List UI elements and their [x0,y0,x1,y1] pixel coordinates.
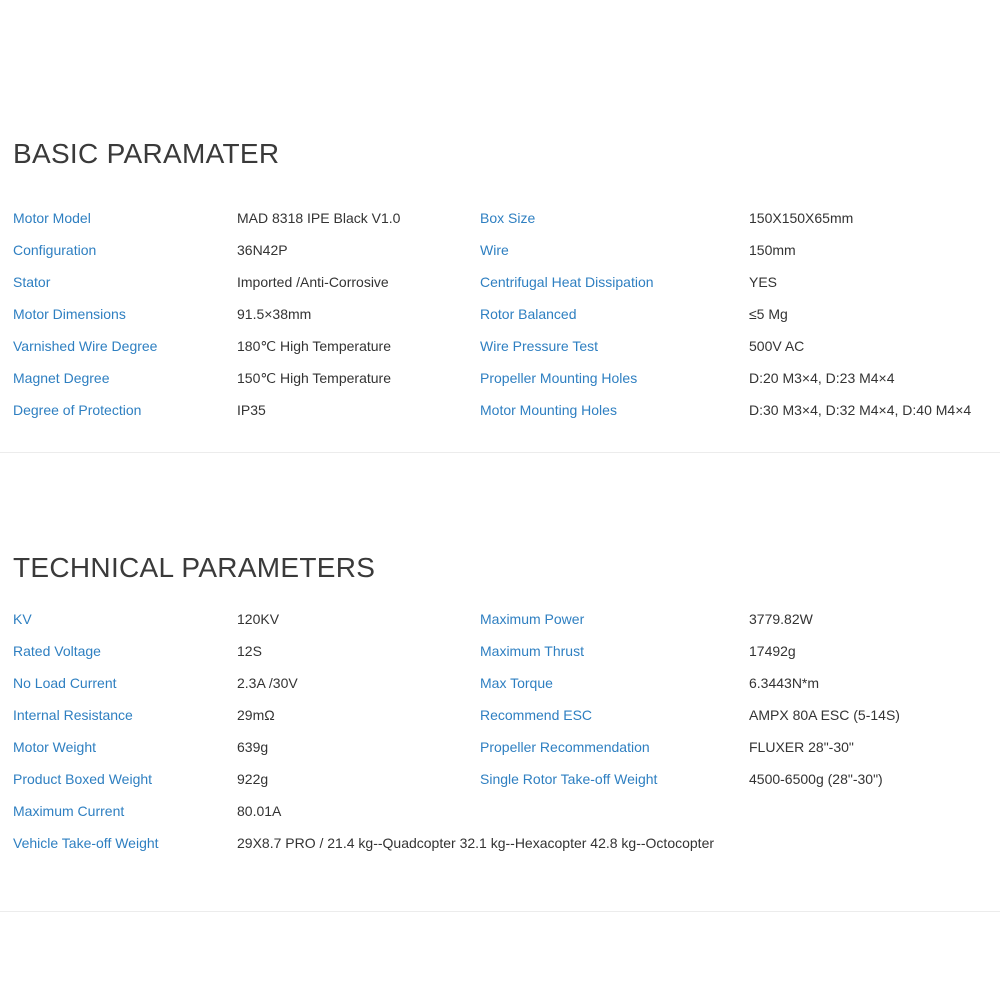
spec-value: IP35 [237,402,266,418]
spec-value: 91.5×38mm [237,306,312,322]
spec-label: Internal Resistance [13,707,133,723]
spec-value: 4500-6500g (28"-30") [749,771,883,787]
spec-label: No Load Current [13,675,117,691]
technical-row [0,769,1000,801]
basic-row [0,208,1000,240]
spec-label: Max Torque [480,675,553,691]
spec-value: D:20 M3×4, D:23 M4×4 [749,370,895,386]
technical-row [0,737,1000,769]
spec-value: 80.01A [237,803,282,819]
section-divider [0,452,1000,453]
spec-label: Single Rotor Take-off Weight [480,771,658,787]
spec-value: AMPX 80A ESC (5-14S) [749,707,900,723]
spec-value: 29mΩ [237,707,275,723]
spec-label: Wire [480,242,509,258]
spec-label: Stator [13,274,51,290]
spec-label: Rated Voltage [13,643,101,659]
basic-row [0,336,1000,368]
basic-row [0,400,1000,432]
spec-value: 150℃ High Temperature [237,370,391,386]
spec-label: Motor Mounting Holes [480,402,617,418]
technical-parameters-title: TECHNICAL PARAMETERS [13,552,376,583]
spec-label: Motor Model [13,210,91,226]
basic-row [0,240,1000,272]
spec-label: Box Size [480,210,536,226]
spec-label: Motor Dimensions [13,306,126,322]
basic-parameter-title: BASIC PARAMATER [13,138,280,169]
technical-row [0,705,1000,737]
section-divider [0,911,1000,912]
spec-label: Propeller Mounting Holes [480,370,638,386]
spec-value: 3779.82W [749,611,813,627]
basic-row [0,272,1000,304]
spec-label: Vehicle Take-off Weight [13,835,159,851]
spec-value: 29X8.7 PRO / 21.4 kg--Quadcopter 32.1 kg--Hexacopter 42.8 kg--Octocopter [237,835,715,851]
spec-label: Motor Weight [13,739,96,755]
spec-label: Wire Pressure Test [480,338,598,354]
spec-value: 17492g [749,643,796,659]
spec-label: Configuration [13,242,97,258]
spec-value: 639g [237,739,269,755]
spec-label: Rotor Balanced [480,306,577,322]
technical-row [0,673,1000,705]
spec-value: MAD 8318 IPE Black V1.0 [237,210,401,226]
technical-row [0,833,1000,865]
spec-value: Imported /Anti-Corrosive [237,274,389,290]
spec-label: Maximum Thrust [480,643,584,659]
spec-value: 150X150X65mm [749,210,854,226]
spec-value: 2.3A /30V [237,675,298,691]
spec-value: YES [749,274,778,290]
spec-value: 150mm [749,242,796,258]
spec-value: 6.3443N*m [749,675,820,691]
spec-label: KV [13,611,32,627]
spec-value: 120KV [237,611,280,627]
spec-value: 180℃ High Temperature [237,338,391,354]
spec-value: ≤5 Mg [749,306,788,322]
spec-label: Centrifugal Heat Dissipation [480,274,654,290]
basic-row [0,368,1000,400]
spec-label: Maximum Current [13,803,125,819]
spec-value: 922g [237,771,269,787]
spec-value: 36N42P [237,242,288,258]
spec-label: Propeller Recommendation [480,739,650,755]
spec-label: Product Boxed Weight [13,771,153,787]
spec-label: Magnet Degree [13,370,110,386]
spec-value: FLUXER 28"-30" [749,739,854,755]
spec-value: D:30 M3×4, D:32 M4×4, D:40 M4×4 [749,402,972,418]
spec-label: Recommend ESC [480,707,593,723]
spec-label: Varnished Wire Degree [13,338,158,354]
technical-row [0,609,1000,641]
spec-label: Maximum Power [480,611,585,627]
spec-label: Degree of Protection [13,402,142,418]
technical-row [0,801,1000,833]
spec-value: 12S [237,643,262,659]
technical-row [0,641,1000,673]
basic-row [0,304,1000,336]
spec-value: 500V AC [749,338,805,354]
